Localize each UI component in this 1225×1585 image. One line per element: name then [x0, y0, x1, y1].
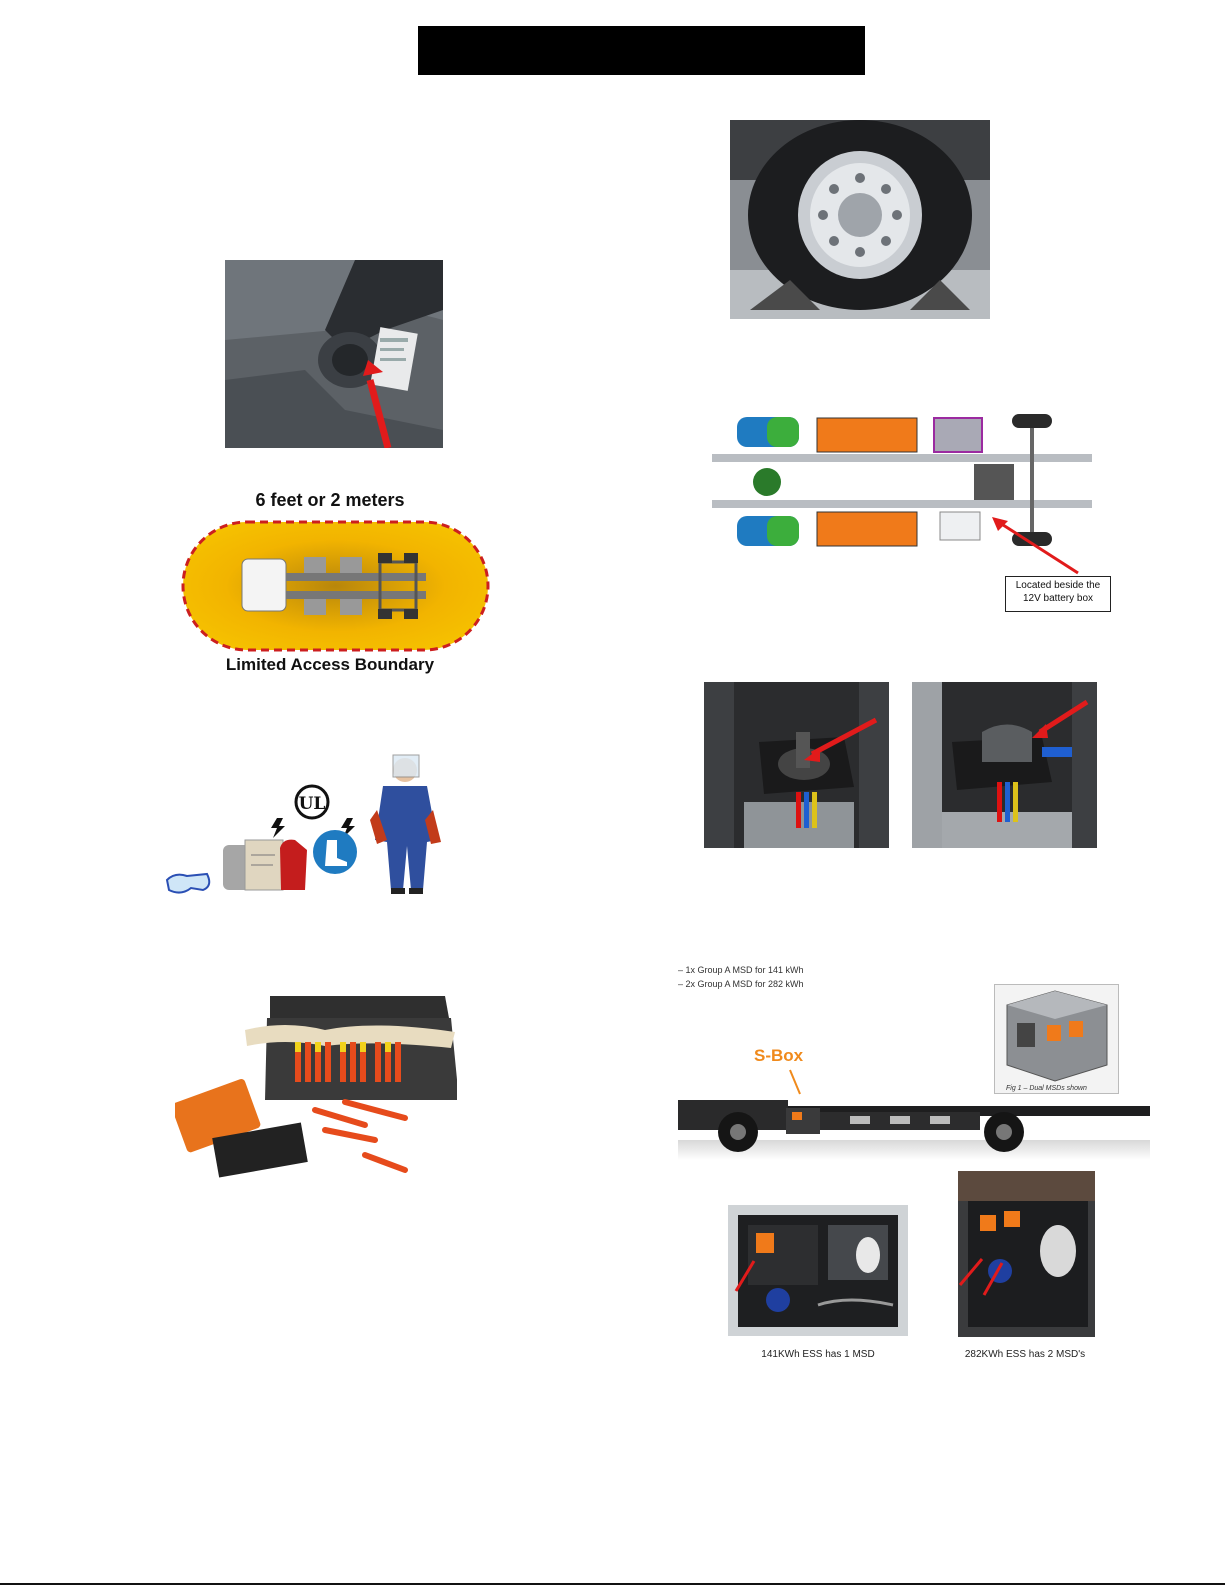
msd-bullet-2: – 2x Group A MSD for 282 kWh — [678, 979, 804, 989]
truck-side-view-diagram — [678, 1090, 1150, 1160]
callout-arrow — [990, 515, 1090, 575]
title-bar — [418, 26, 865, 75]
battery-box-callout: Located beside the 12V battery box — [1005, 576, 1111, 612]
insulated-tool-kit-photo — [175, 990, 457, 1190]
ess-282kwh-caption: 282KWh ESS has 2 MSD's — [964, 1349, 1086, 1360]
ess-141kwh-caption: 141KWh ESS has 1 MSD — [761, 1349, 875, 1360]
ul-mark: UL — [298, 794, 326, 814]
msd-bullet-1: – 1x Group A MSD for 141 kWh — [678, 965, 804, 975]
msd-photo-right — [912, 682, 1097, 848]
boundary-label: Limited Access Boundary — [225, 655, 435, 674]
boundary-distance-label: 6 feet or 2 meters — [255, 490, 405, 510]
sbox-label: S-Box — [754, 1046, 804, 1065]
msd-photo-left — [704, 682, 889, 848]
ess-141kwh-photo — [728, 1205, 908, 1336]
msd-bullet-list — [678, 963, 898, 991]
ignition-key-photo — [225, 260, 443, 448]
dual-msd-figure — [994, 984, 1119, 1094]
ppe-graphic — [165, 750, 465, 910]
wheel-chock-photo — [730, 120, 990, 319]
ess-282kwh-photo — [958, 1171, 1095, 1337]
dual-msd-caption: Fig 1 – Dual MSDs shown — [1006, 1085, 1087, 1092]
limited-access-boundary-graphic — [180, 517, 492, 657]
